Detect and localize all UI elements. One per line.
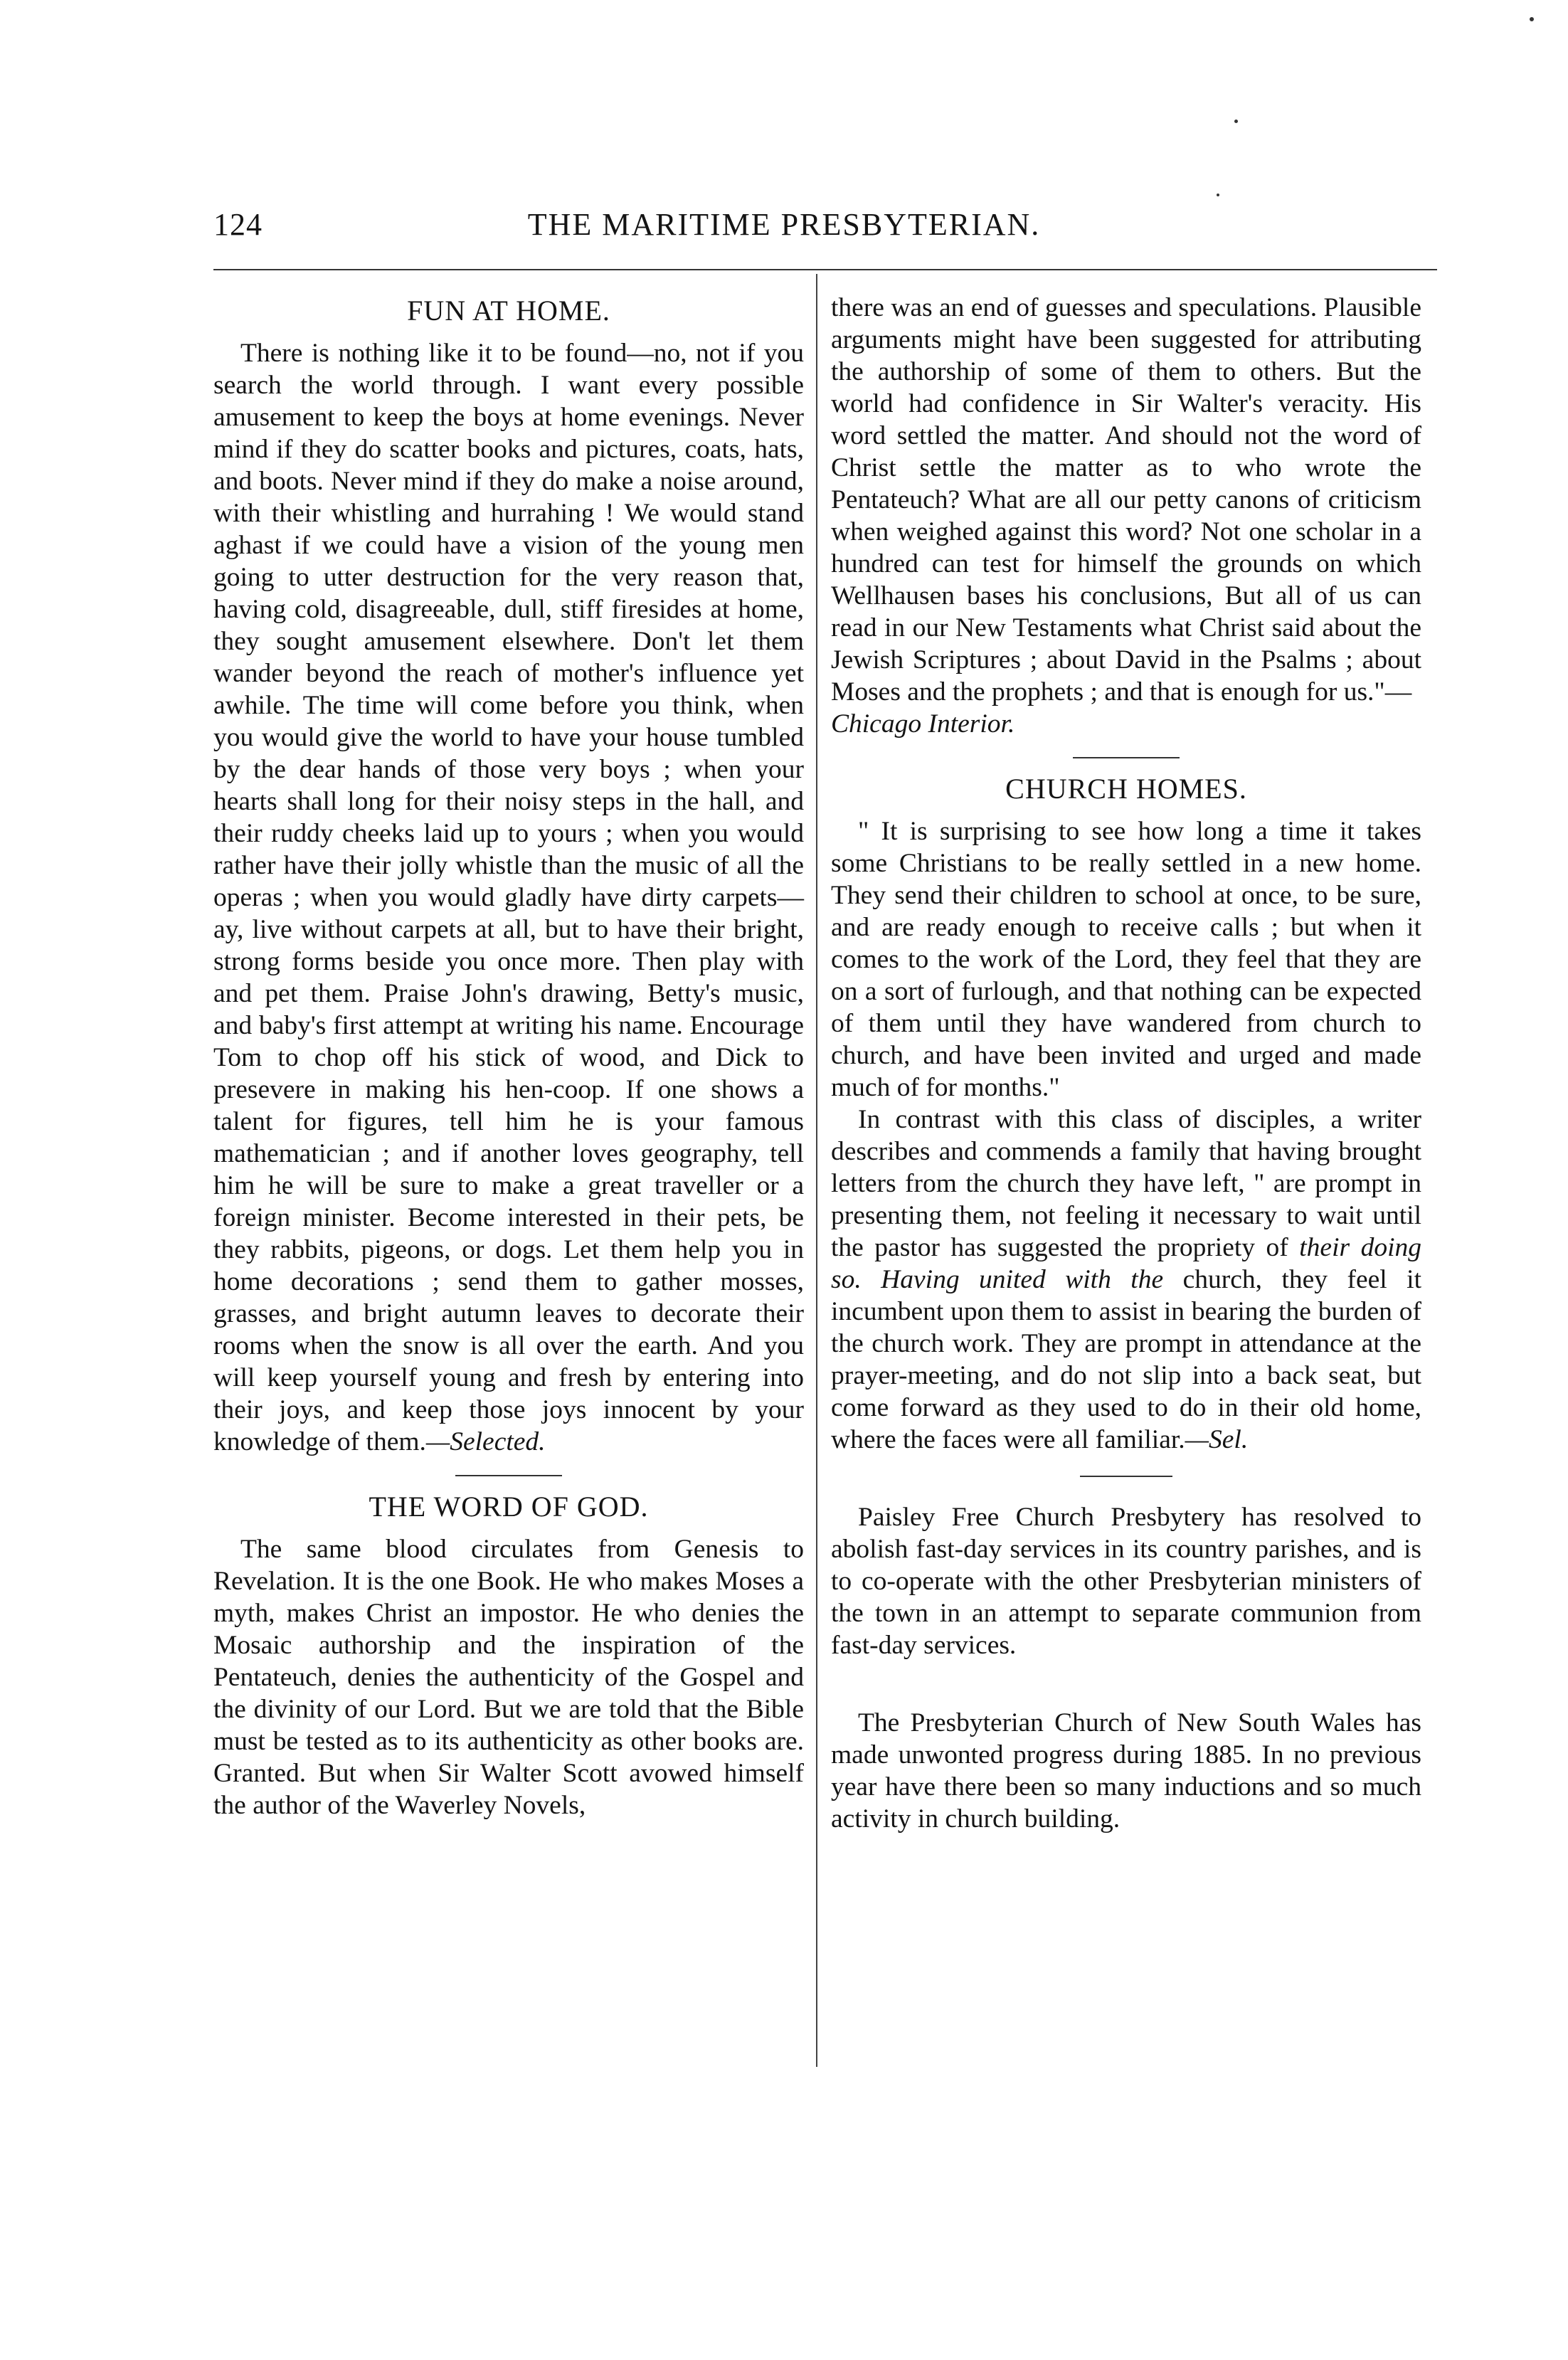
header-rule	[213, 269, 1437, 270]
section-rule	[1080, 1681, 1172, 1683]
article-body	[831, 292, 1421, 740]
page-header	[0, 206, 1568, 263]
section-rule	[1080, 1476, 1172, 1477]
left-column	[213, 292, 804, 1821]
article-title: CHURCH HOMES.	[1005, 773, 1247, 805]
article-body	[213, 337, 804, 1458]
article-body: The same blood circulates from Genesis to Revelation. It is the one Book. He who makes Moses a myth, makes Christ an impostor. He who denies the Mosaic authorship and the inspiration of the Pentateuch, denies the authenticity of the Gospel and the divinity of our Lord. But we are told that the Bible must be tested as to its authenticity as other books are. Granted. But when Sir Walter Scott avowed himself the author of the Waverley Novels,	[213, 1535, 804, 1820]
ink-speck	[1234, 120, 1238, 123]
article-emphasis: their doing so. Having united with the	[831, 1233, 1421, 1294]
running-title: THE MARITIME PRESBYTERIAN.	[527, 207, 1041, 242]
page-number: 124	[213, 207, 263, 242]
article-fun-at-home	[213, 292, 804, 1458]
article-word-of-god	[213, 1488, 804, 1821]
article-text: There is nothing like it to be found—no, not if you search the world through. I want every possible amusement to keep the boys at home evenings. Never mind if they do scatter books and pictures, coats, hats, and boots. Never mind if they do make a noise around, with their whistling and hurrahing ! We would stand aghast if we could have a vision of the young men going to utter destruction for the very reason that, having cold, disagreeable, dull, stiff firesides at home, they sought amusement elsewhere. Don't let them wander beyond the reach of mother's influence yet awhile. The time will come before you think, when you would give the world to have your house tumbled by the dear hands of those very boys ; when your hearts shall long for their noisy steps in the hall, and their ruddy cheeks laid up to yours ; when you would rather have their jolly whistle than the music of all the operas ; when you would gladly have dirty carpets—ay, live without carpets at all, but to have their bright, strong forms beside you once more. Then play with and pet them. Praise John's drawing, Betty's music, and baby's first attempt at writing his name. Encourage Tom to chop off his stick of wood, and Dick to presevere in making his hen-coop. If one shows a talent for figures, tell him he is your famous mathematician ; and if another loves geography, tell him he will be sure to make a great traveller or a foreign minister. Become interested in their pets, be they rabbits, pigeons, or dogs. Let them help you in home decorations ; send them to gather mosses, grasses, and bright autumn leaves to decorate their rooms when the snow is all over the earth. And you will keep yourself young and fresh by entering into their joys, and keep those joys innocent by your knowledge of them.	[213, 339, 804, 1456]
article-paragraph	[831, 1104, 1421, 1456]
section-rule	[455, 1475, 562, 1476]
article-church-homes	[831, 770, 1421, 1456]
article-paragraph: " It is surprising to see how long a time it takes some Christians to be really settled in a new home. They send their children to school at once, to be sure, and are ready enough to receive calls ; but when it comes to the work of the Lord, they feel that they are on a sort of furlough, and that nothing can be expected of them until they have wandered from church to church, and have been invited and urged and made much of for months."	[831, 817, 1421, 1102]
article-signature: Chicago Interior.	[831, 709, 1015, 739]
news-body: Paisley Free Church Presbytery has resolved to abolish fast-day services in its country parishes, and is to co-operate with the other Presbyterian ministers of the town in an attempt to separate communion from fast-day services.	[831, 1503, 1421, 1660]
article-text: church, they feel it incumbent upon them to assist in bearing the burden of the church work. They are prompt in attendance at the prayer-meeting, and do not slip into a back seat, but come forward as they used to do in their old home, where the faces were all familiar.	[831, 1265, 1421, 1454]
right-column	[831, 292, 1421, 1835]
section-rule	[1073, 757, 1180, 758]
ink-speck	[1530, 17, 1534, 21]
article-title: FUN AT HOME.	[407, 295, 610, 327]
news-new-south-wales	[831, 1707, 1421, 1835]
news-body: The Presbyterian Church of New South Wales has made unwonted progress during 1885. In no previous year have there been so many inductions and so much activity in church building.	[831, 1708, 1421, 1834]
article-text: In contrast with this class of disciples, a writer describes and commends a family that having brought letters from the church they have left, " are prompt in presenting them, not feeling it necessary to wait until the pastor has suggested the propriety of	[831, 1105, 1421, 1262]
ink-speck	[1217, 194, 1219, 196]
article-title: THE WORD OF GOD.	[369, 1491, 649, 1523]
article-word-of-god-continued	[831, 292, 1421, 740]
article-text: there was an end of guesses and speculations. Plausible arguments might have been suggested for attributing the authorship of some of them to others. But the world had confidence in Sir Walter's veracity. His word settled the matter. And should not the word of Christ settle the matter as to who wrote the Pentateuch? What are all our petty canons of criticism when weighed against this word? Not one scholar in a hundred can test for himself the grounds on which Wellhausen bases his conclusions, But all of us can read in our New Testaments what Christ said about the Jewish Scriptures ; about David in the Psalms ; about Moses and the prophets ; and that is enough for us."—	[831, 293, 1421, 707]
article-signature: —Sel.	[1185, 1425, 1249, 1454]
news-paisley	[831, 1501, 1421, 1661]
column-divider	[816, 274, 817, 2067]
article-signature: —Selected.	[425, 1427, 546, 1456]
